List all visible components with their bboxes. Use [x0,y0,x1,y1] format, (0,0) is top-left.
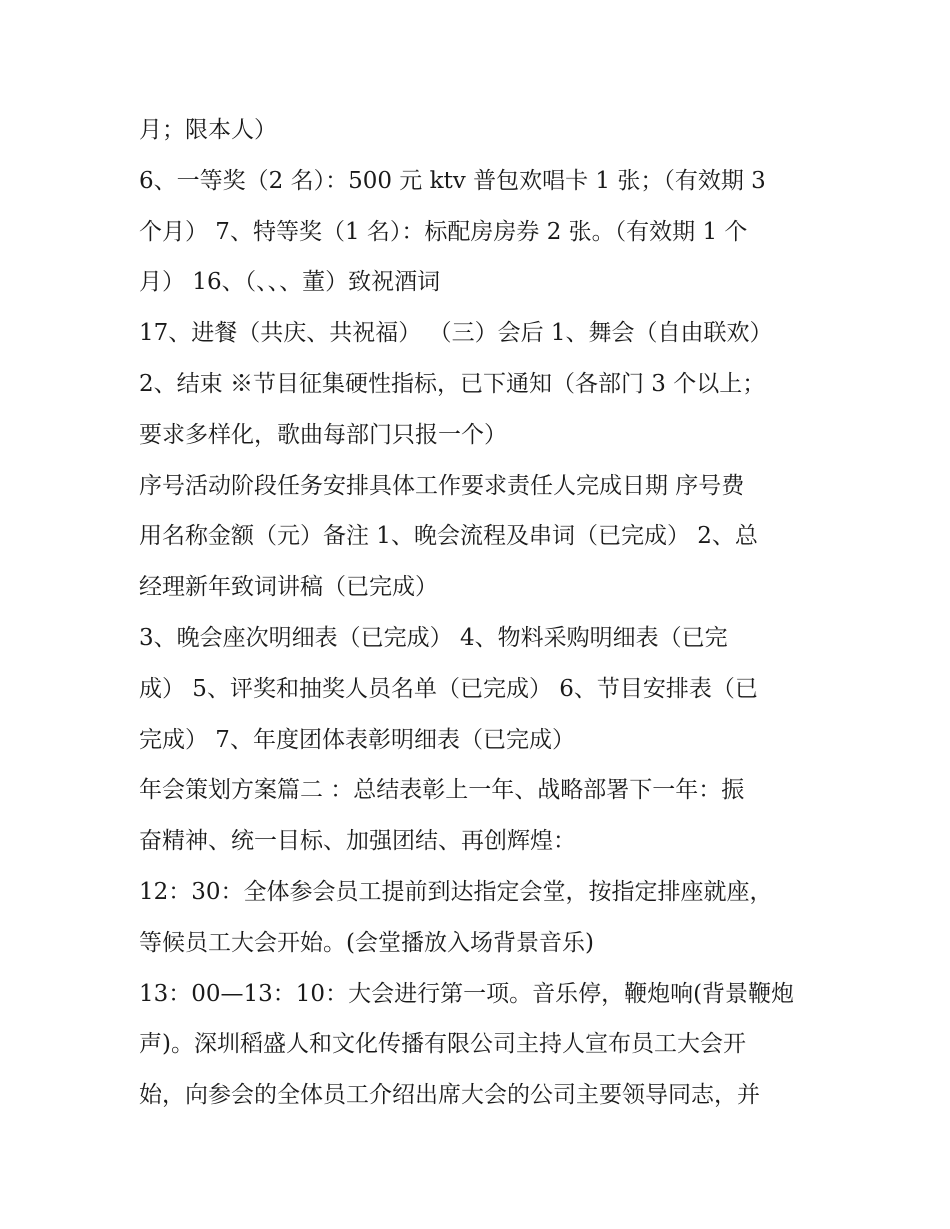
text-line: 声)。深圳稻盛人和文化传播有限公司主持人宣布员工大会开 [139,1031,746,1058]
text-line: 2、结束 ※节目征集硬性指标，已下通知（各部门 3 个以上； [139,370,766,397]
text-line: 17、进餐（共庆、共祝福） （三）会后 1、舞会（自由联欢） [139,320,773,347]
text-line: 13：00—13：10：大会进行第一项。音乐停，鞭炮响(背景鞭炮 [139,980,795,1007]
text-line: 月） 16、（、、、董）致祝酒词 [139,269,441,296]
text-line: 月；限本人） [139,117,277,143]
text-line: 个月） 7、特等奖（1 名）：标配房房券 2 张。（有效期 1 个 [139,218,748,245]
text-line: 成） 5、评奖和抽奖人员名单（已完成） 6、节目安排表（已 [139,675,758,702]
text-line: 6、一等奖（2 名）：500 元 ktv 普包欢唱卡 1 张；（有效期 3 [139,167,766,194]
text-line: 奋精神、统一目标、加强团结、再创辉煌： [139,828,576,855]
text-line: 年会策划方案篇二 ：总结表彰上一年、战略部署下一年：振 [139,777,745,804]
text-line: 等候员工大会开始。(会堂播放入场背景音乐) [139,929,594,956]
text-line: 始，向参会的全体员工介绍出席大会的公司主要领导同志，并 [139,1082,760,1109]
text-line: 完成） 7、年度团体表彰明细表（已完成） [139,726,575,753]
text-line: 用名称金额（元）备注 1、晚会流程及串词（已完成） 2、总 [139,523,758,550]
text-line: 12：30：全体参会员工提前到达指定会堂，按指定排座就座， [139,878,773,905]
document-body [139,105,829,1121]
text-line: 要求多样化，歌曲每部门只报一个） [139,421,507,448]
text-line: 序号活动阶段任务安排具体工作要求责任人完成日期 序号费 [139,472,745,499]
text-line: 经理新年致词讲稿（已完成） [139,574,438,601]
text-line: 3、晚会座次明细表（已完成） 4、物料采购明细表（已完 [139,624,728,651]
